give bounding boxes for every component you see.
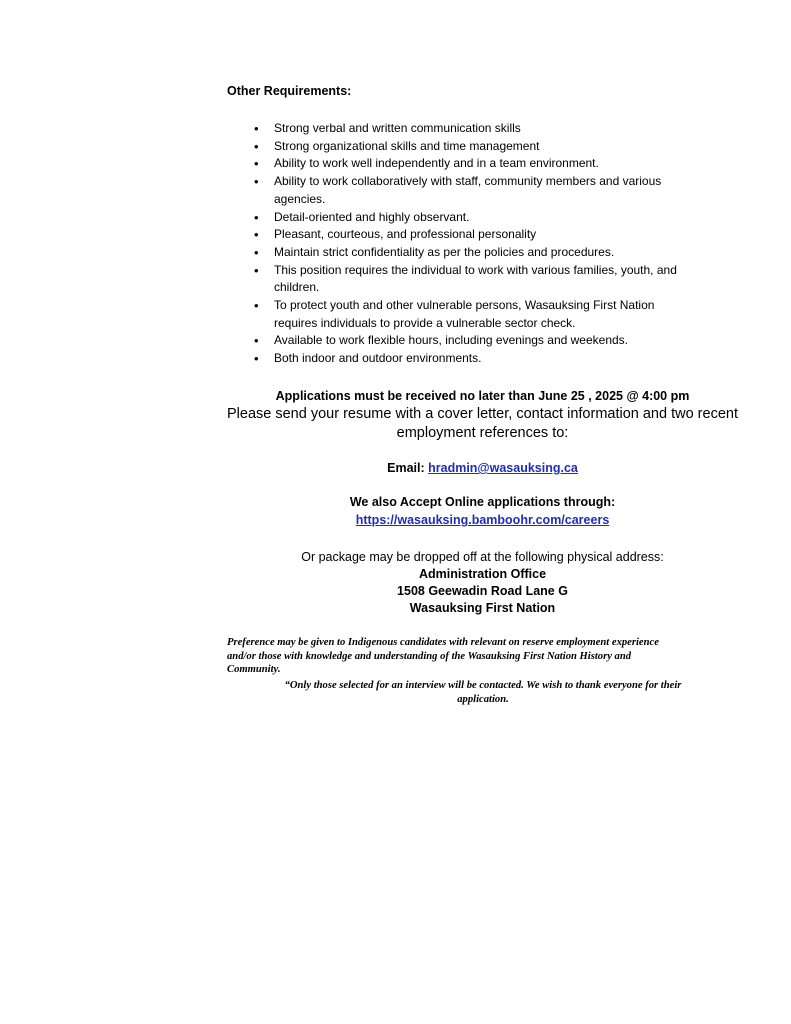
- dropoff-text: Or package may be dropped off at the following physical address:: [301, 550, 664, 564]
- list-item: • Strong verbal and written communication skills: [227, 120, 727, 138]
- list-item: • Detail-oriented and highly observant.: [227, 209, 727, 227]
- list-item: • Pleasant, courteous, and professional personality: [227, 226, 727, 244]
- list-item: • Both indoor and outdoor environments.: [227, 350, 727, 368]
- dropoff-address-block: [180, 549, 785, 617]
- list-item: • This position requires the individual to work with various families, youth, and children.: [227, 262, 727, 297]
- list-item: • Maintain strict confidentiality as per the policies and procedures.: [227, 244, 727, 262]
- send-instructions: [180, 405, 785, 442]
- online-applications-label: We also Accept Online applications through:: [349, 495, 616, 509]
- list-item: • Strong organizational skills and time management: [227, 138, 727, 156]
- email-line: [180, 460, 785, 476]
- preference-line-3: Community.: [227, 664, 281, 675]
- email-link[interactable]: hradmin@wasauksing.ca: [428, 461, 578, 475]
- requirements-list: [227, 120, 727, 368]
- list-item: • Ability to work collaboratively with staff, community members and various agencies.: [227, 173, 727, 208]
- online-applications-line: [180, 512, 785, 528]
- contact-note-line-2: application.: [457, 693, 509, 705]
- send-line-2: employment references to:: [396, 424, 569, 441]
- contact-note-line-1: “Only those selected for an interview will be contacted. We wish to thank everyone for their: [284, 680, 682, 691]
- list-item: • Available to work flexible hours, including evenings and weekends.: [227, 332, 727, 350]
- address-line-1: Administration Office: [418, 567, 547, 581]
- contact-note: [227, 679, 739, 706]
- list-item: • Ability to work well independently and in a team environment.: [227, 155, 727, 173]
- careers-link[interactable]: https://wasauksing.bamboohr.com/careers: [355, 513, 610, 527]
- address-line-3: Wasauksing First Nation: [409, 601, 556, 615]
- application-deadline: Applications must be received no later than June 25 , 2025 @ 4:00 pm: [275, 389, 690, 403]
- preference-line-2: and/or those with knowledge and understanding of the Wasauksing First Nation History and: [227, 650, 632, 662]
- preference-note: [227, 636, 739, 677]
- list-item: • To protect youth and other vulnerable persons, Wasauksing First Nation requires individuals to provide a vulnerable sector check.: [227, 297, 727, 332]
- preference-line-1: Preference may be given to Indigenous candidates with relevant on reserve employment experience: [227, 637, 659, 648]
- address-line-2: 1508 Geewadin Road Lane G: [397, 584, 568, 598]
- send-line-1: Please send your resume with a cover letter, contact information and two recent: [227, 406, 738, 422]
- email-label: Email:: [387, 461, 425, 475]
- other-requirements-heading: Other Requirements:: [227, 84, 352, 98]
